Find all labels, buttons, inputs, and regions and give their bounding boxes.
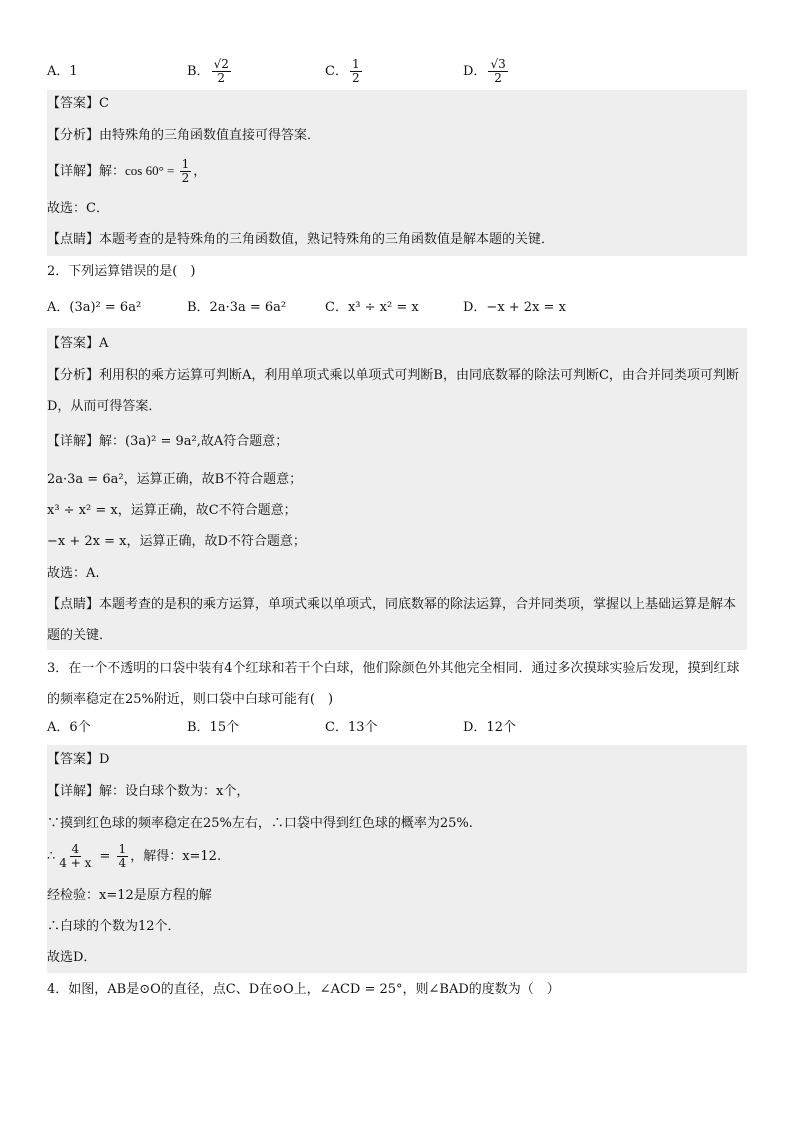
q1-analysis: 【分析】由特殊角的三角函数值直接可得答案．	[47, 128, 321, 143]
q2-option-b: B．2a·3a = 6a²	[187, 300, 287, 315]
q3-question: 3．在一个不透明的口袋中装有4个红球和若干个白球，他们除颜色外其他完全相同．通过多次摸球实验后发现，摸到红球的频率稳定在25%附近，则口袋中白球可能有( )	[47, 661, 740, 707]
q3-detail-1: 【详解】解：设白球个数为：x个，	[47, 784, 250, 799]
q2-option-a: A．(3a)² = 6a²	[47, 300, 142, 315]
q1-option-c: C． $\frac{1}{2}$	[325, 57, 360, 85]
q2-option-d: D．−x + 2x = x	[463, 300, 566, 315]
q2-choose: 故选：A.	[47, 566, 100, 581]
q3-detail-3: ∴ $\frac{4}{4 + x}$ = $\frac{1}{4}$ ，解得：x=12.	[47, 842, 222, 870]
q2-detail-2: 2a·3a = 6a²，运算正确，故B不符合题意；	[47, 472, 303, 487]
q3-option-d: D．12个	[463, 720, 516, 735]
q1-option-b: B． $\frac{√2}{2}$	[187, 57, 229, 85]
fraction: $\frac{4}{4 + x}$	[59, 842, 92, 870]
q3-choose: 故选D．	[47, 950, 97, 965]
q2-detail-1: 【详解】解：(3a)² = 9a²,故A符合题意；	[47, 434, 289, 449]
q1-choose: 故选：C．	[47, 201, 109, 216]
q1-detail: 【详解】解：cos 60° = $\frac{1}{2}$ ，	[47, 157, 207, 185]
q3-option-c: C．13个	[325, 720, 378, 735]
q2-comment: 【点睛】本题考查的是积的乘方运算，单项式乘以单项式，同底数幂的除法运算，合并同类项，掌握以上基础运算是解本题的关键．	[47, 597, 737, 643]
q1-answer: 【答案】C	[47, 96, 109, 111]
fraction: $\frac{1}{2}$	[181, 157, 190, 185]
q2-detail-3: x³ ÷ x² = x，运算正确，故C不符合题意；	[47, 503, 297, 518]
fraction: $\frac{√3}{2}$	[490, 57, 506, 85]
q2-detail-4: −x + 2x = x，运算正确，故D不符合题意；	[47, 534, 306, 549]
q3-detail-5: ∴白球的个数为12个．	[47, 919, 181, 934]
q2-option-c: C．x³ ÷ x² = x	[325, 300, 419, 315]
q1-comment: 【点睛】本题考查的是特殊角的三角函数值，熟记特殊角的三角函数值是解本题的关键．	[47, 232, 555, 247]
fraction: $\frac{1}{2}$	[351, 57, 360, 85]
q3-detail-4: 经检验：x=12是原方程的解	[47, 888, 212, 903]
q3-option-b: B．15个	[187, 720, 240, 735]
fraction: $\frac{1}{4}$	[118, 842, 127, 870]
q2-analysis: 【分析】利用积的乘方运算可判断A，利用单项式乘以单项式可判断B，由同底数幂的除法可判断C，由合并同类项可判断D，从而可得答案．	[47, 368, 739, 414]
q2-question: 2．下列运算错误的是( )	[47, 264, 196, 279]
q3-option-a: A．6个	[47, 720, 91, 735]
q1-options	[47, 58, 747, 86]
q3-detail-2: ∵摸到红色球的频率稳定在25%左右，∴口袋中得到红色球的概率为25%.	[47, 816, 473, 831]
q3-answer: 【答案】D	[47, 752, 110, 767]
fraction: $\frac{√2}{2}$	[213, 57, 229, 85]
q4-question: 4．如图，AB是⊙O的直径，点C、D在⊙O上，∠ACD = 25°，则∠BAD的度数为（ ）	[47, 982, 560, 997]
q1-option-d: D． $\frac{√3}{2}$	[463, 57, 506, 85]
q1-option-a: A．1	[47, 64, 78, 79]
q2-answer: 【答案】A	[47, 336, 109, 351]
